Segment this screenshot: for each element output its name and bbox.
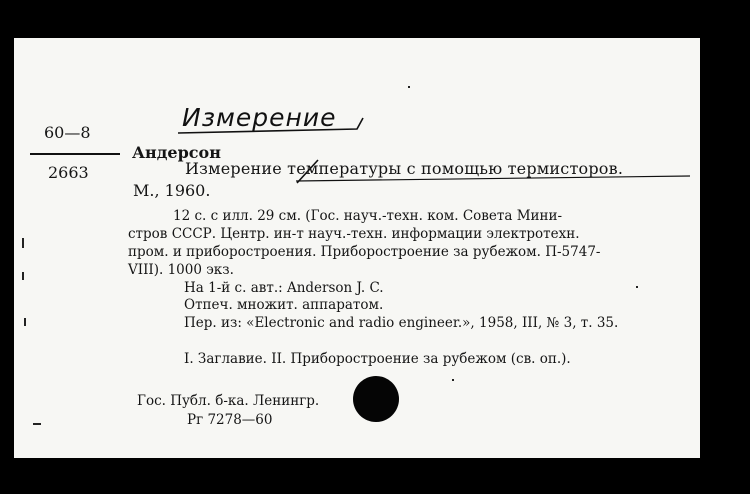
collation-line-1: 12 с. с илл. 29 см. (Гос. науч.-техн. ком. Совета Мини- [173, 208, 563, 224]
call-number: 2663 [48, 163, 89, 182]
handwritten-heading: Измерение [182, 103, 337, 132]
author-heading: Андерсон [132, 143, 221, 162]
collation-line-2: стров СССР. Центр. ин-т науч.-техн. информации электротехн. [128, 226, 580, 242]
speck [408, 86, 410, 88]
library-name: Гос. Публ. б-ка. Ленингр. [137, 393, 320, 409]
ink-blot [353, 376, 399, 422]
speck [22, 272, 24, 280]
tracings: I. Заглавие. II. Приборостроение за рубежом (св. оп.). [184, 351, 571, 367]
title-line: Измерение температуры с помощью термисторов. [185, 159, 624, 178]
collation-line-3: пром. и приборостроения. Приборостроение за рубежом. П-5747- [128, 244, 601, 260]
classification-number: 60—8 [44, 123, 91, 142]
imprint: М., 1960. [133, 181, 211, 200]
speck [636, 286, 638, 288]
speck [33, 423, 41, 425]
speck [452, 379, 454, 381]
shelfmark: Рг 7278—60 [187, 412, 273, 428]
speck [24, 318, 26, 326]
speck [22, 238, 24, 248]
note-translation: Пер. из: «Electronic and radio engineer.», 1958, III, № 3, т. 35. [184, 315, 619, 331]
note-author: На 1-й с. авт.: Anderson J. C. [184, 280, 384, 296]
note-print: Отпеч. множит. аппаратом. [184, 297, 384, 313]
collation-line-4: VIII). 1000 экз. [128, 262, 234, 278]
